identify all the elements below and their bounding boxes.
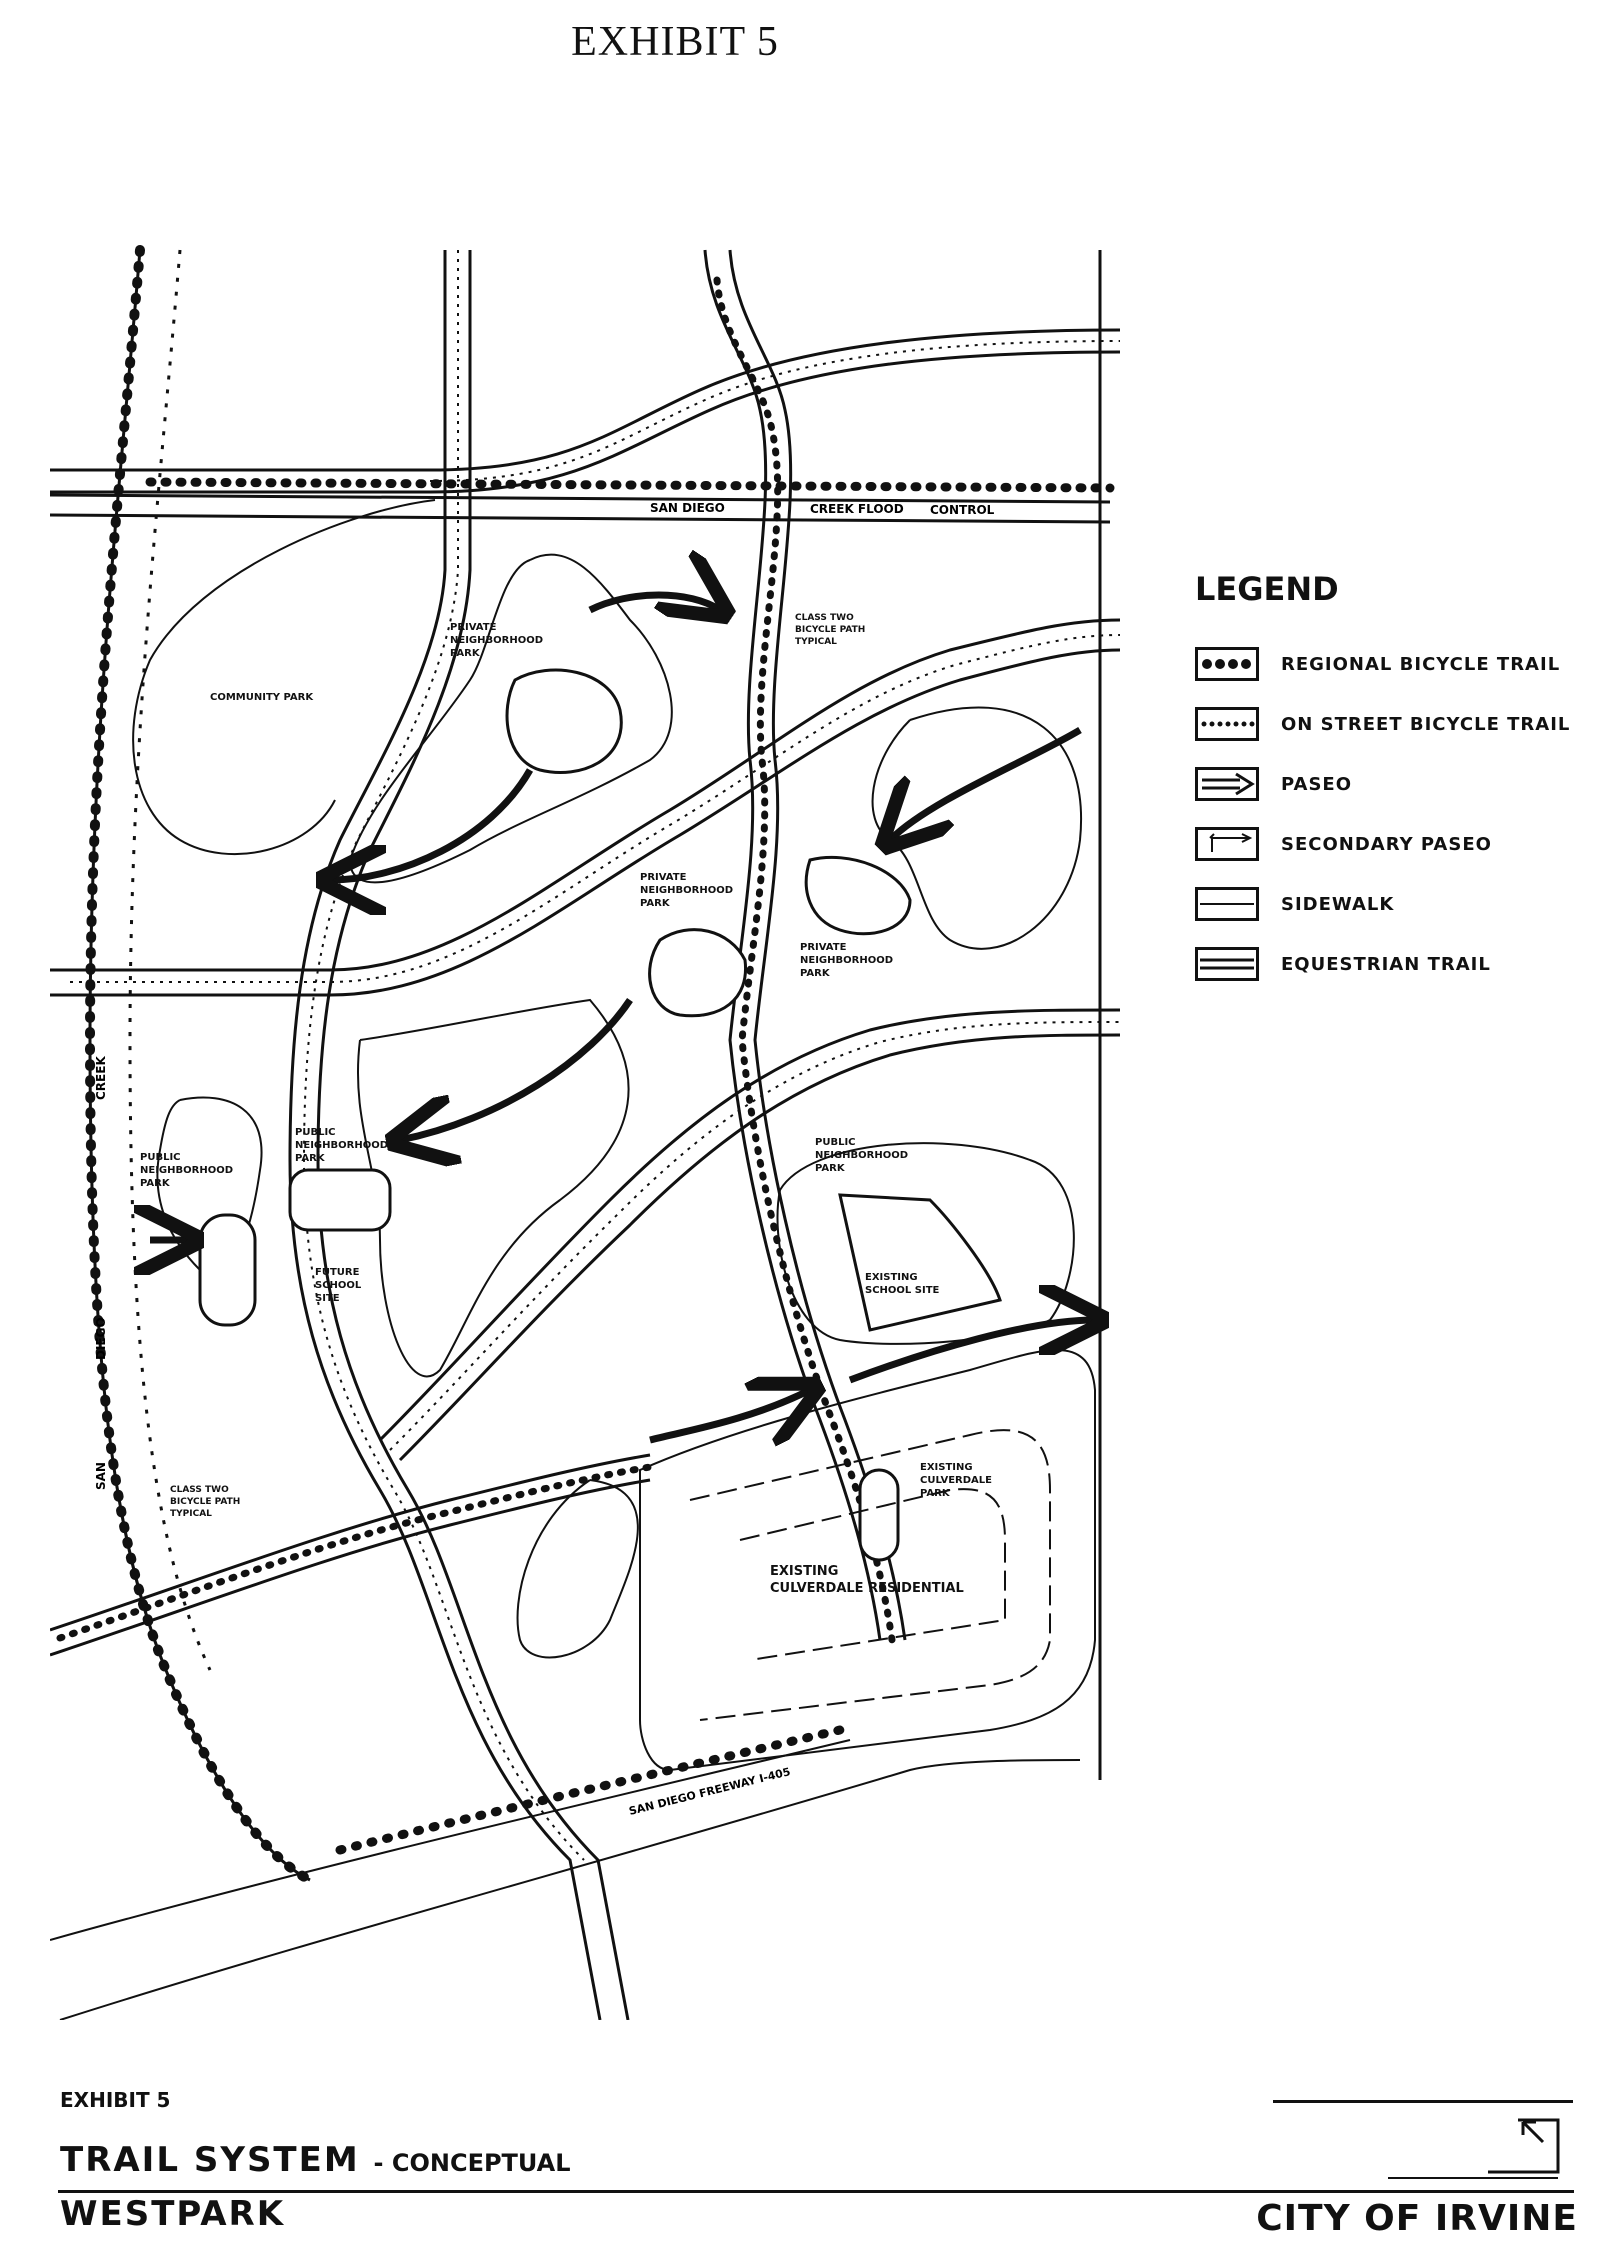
freeway-label: SAN DIEGO FREEWAY I-405 bbox=[627, 1765, 792, 1818]
legend-label-on-street-bicycle: ON STREET BICYCLE TRAIL bbox=[1281, 713, 1571, 735]
paseo-arrow-4 bbox=[400, 1000, 630, 1140]
culverdale-park-shape bbox=[860, 1470, 898, 1560]
trail-system-map bbox=[50, 240, 1170, 2020]
legend-row-regional-bicycle bbox=[1195, 634, 1615, 694]
legend-label-secondary-paseo: SECONDARY PASEO bbox=[1281, 833, 1492, 855]
class-two-note-1a: CLASS TWO bbox=[795, 613, 854, 623]
class-two-note-2b: BICYCLE PATH bbox=[170, 1497, 241, 1507]
private-park-e-shape bbox=[806, 857, 910, 933]
future-school-label-1: FUTURE bbox=[315, 1267, 360, 1278]
private-park-nw-label-2: NEIGHBORHOOD bbox=[450, 635, 543, 646]
legend-row-secondary-paseo bbox=[1195, 814, 1615, 874]
san-diego-freeway bbox=[50, 1730, 1080, 2020]
class-two-note-2c: TYPICAL bbox=[170, 1509, 212, 1519]
paseo-arrow-3 bbox=[890, 730, 1080, 840]
secondary-paseo-swatch bbox=[1195, 827, 1259, 861]
public-park-w-label-2: NEIGHBORHOOD bbox=[140, 1165, 233, 1176]
flood-control-label-1: SAN DIEGO bbox=[650, 501, 725, 515]
private-park-c-label-3: PARK bbox=[640, 898, 670, 909]
private-park-nw-label-3: PARK bbox=[450, 648, 480, 659]
north-arrow-stamp bbox=[1368, 2112, 1568, 2182]
page-title: EXHIBIT 5 bbox=[571, 19, 779, 65]
title-block-exhibit: EXHIBIT 5 bbox=[60, 2088, 171, 2112]
legend-row-paseo bbox=[1195, 754, 1615, 814]
class-two-note-2a: CLASS TWO bbox=[170, 1485, 229, 1495]
private-park-c-shape bbox=[650, 930, 746, 1016]
legend-row-equestrian bbox=[1195, 934, 1615, 994]
public-park-c-label-1: PUBLIC bbox=[295, 1127, 336, 1138]
public-park-w-label-3: PARK bbox=[140, 1178, 170, 1189]
private-park-e-label-3: PARK bbox=[800, 968, 830, 979]
paseo-swatch bbox=[1195, 767, 1259, 801]
legend-label-regional-bicycle: REGIONAL BICYCLE TRAIL bbox=[1281, 653, 1561, 675]
equestrian-swatch bbox=[1195, 947, 1259, 981]
culverdale-residential-block bbox=[640, 1350, 1095, 1770]
southwest-road bbox=[50, 1455, 650, 1655]
culverdale-park-label-1: EXISTING bbox=[920, 1462, 973, 1473]
on-street-bicycle-swatch bbox=[1195, 707, 1259, 741]
legend-label-paseo: PASEO bbox=[1281, 773, 1353, 795]
legend-row-sidewalk bbox=[1195, 874, 1615, 934]
creek-label-san: SAN bbox=[94, 1462, 108, 1490]
title-block-trail-system bbox=[60, 2140, 571, 2180]
public-park-w-label-1: PUBLIC bbox=[140, 1152, 181, 1163]
class-two-note-1b: BICYCLE PATH bbox=[795, 625, 866, 635]
creek-label-creek: CREEK bbox=[94, 1056, 108, 1100]
class-two-note-1c: TYPICAL bbox=[795, 637, 837, 647]
public-park-c-label-3: PARK bbox=[295, 1153, 325, 1164]
title-block-project: WESTPARK bbox=[60, 2194, 286, 2234]
regional-bicycle-swatch bbox=[1195, 647, 1259, 681]
sidewalk-swatch bbox=[1195, 887, 1259, 921]
south-loop-boundary bbox=[518, 1480, 638, 1657]
public-park-c-label-2: NEIGHBORHOOD bbox=[295, 1140, 388, 1151]
private-park-e-label-1: PRIVATE bbox=[800, 942, 847, 953]
legend-row-on-street-bicycle bbox=[1195, 694, 1615, 754]
paseo-arrow-6 bbox=[650, 1390, 810, 1440]
culverdale-park-label-3: PARK bbox=[920, 1488, 950, 1499]
public-park-e-label-2: NEIGHBORHOOD bbox=[815, 1150, 908, 1161]
title-block-rule bbox=[58, 2190, 1574, 2193]
title-block-city: CITY OF IRVINE bbox=[1256, 2198, 1578, 2239]
culverdale-res-label-1: EXISTING bbox=[770, 1564, 839, 1579]
flood-control-label-2: CREEK FLOOD bbox=[810, 502, 904, 516]
title-block bbox=[58, 2078, 1578, 2258]
culverdale-res-label-2: CULVERDALE RESIDENTIAL bbox=[770, 1581, 964, 1596]
private-park-nw-shape bbox=[507, 670, 621, 773]
middle-road-south bbox=[380, 1010, 1120, 1460]
public-park-e-label-3: PARK bbox=[815, 1163, 845, 1174]
creek-label-diego: DIEGO bbox=[94, 1317, 108, 1360]
future-school-label-2: SCHOOL bbox=[315, 1280, 362, 1291]
northern-road bbox=[50, 330, 1120, 492]
title-block-conceptual: - CONCEPTUAL bbox=[373, 2149, 571, 2177]
future-school-label-3: SITE bbox=[315, 1293, 340, 1304]
existing-school-shape bbox=[840, 1195, 1000, 1330]
existing-school-label-2: SCHOOL SITE bbox=[865, 1285, 940, 1296]
existing-school-label-1: EXISTING bbox=[865, 1272, 918, 1283]
private-park-nw-label-1: PRIVATE bbox=[450, 622, 497, 633]
private-park-c-label-2: NEIGHBORHOOD bbox=[640, 885, 733, 896]
public-park-w-shape bbox=[200, 1215, 255, 1325]
paseo-arrow-2 bbox=[330, 770, 530, 880]
community-park-label: COMMUNITY PARK bbox=[210, 692, 314, 703]
community-park-boundary bbox=[133, 500, 435, 854]
title-block-trail-label: TRAIL SYSTEM bbox=[60, 2140, 360, 2180]
legend-label-equestrian: EQUESTRIAN TRAIL bbox=[1281, 953, 1491, 975]
culverdale-park-label-2: CULVERDALE bbox=[920, 1475, 992, 1486]
legend-label-sidewalk: SIDEWALK bbox=[1281, 893, 1395, 915]
future-school-shape bbox=[290, 1170, 390, 1230]
public-park-e-label-1: PUBLIC bbox=[815, 1137, 856, 1148]
legend bbox=[1195, 570, 1615, 994]
private-park-c-label-1: PRIVATE bbox=[640, 872, 687, 883]
title-block-top-rule bbox=[1273, 2100, 1573, 2103]
paseo-arrow-1 bbox=[590, 595, 720, 610]
flood-control-label-3: CONTROL bbox=[930, 503, 995, 517]
legend-title: LEGEND bbox=[1195, 570, 1339, 608]
private-park-e-label-2: NEIGHBORHOOD bbox=[800, 955, 893, 966]
